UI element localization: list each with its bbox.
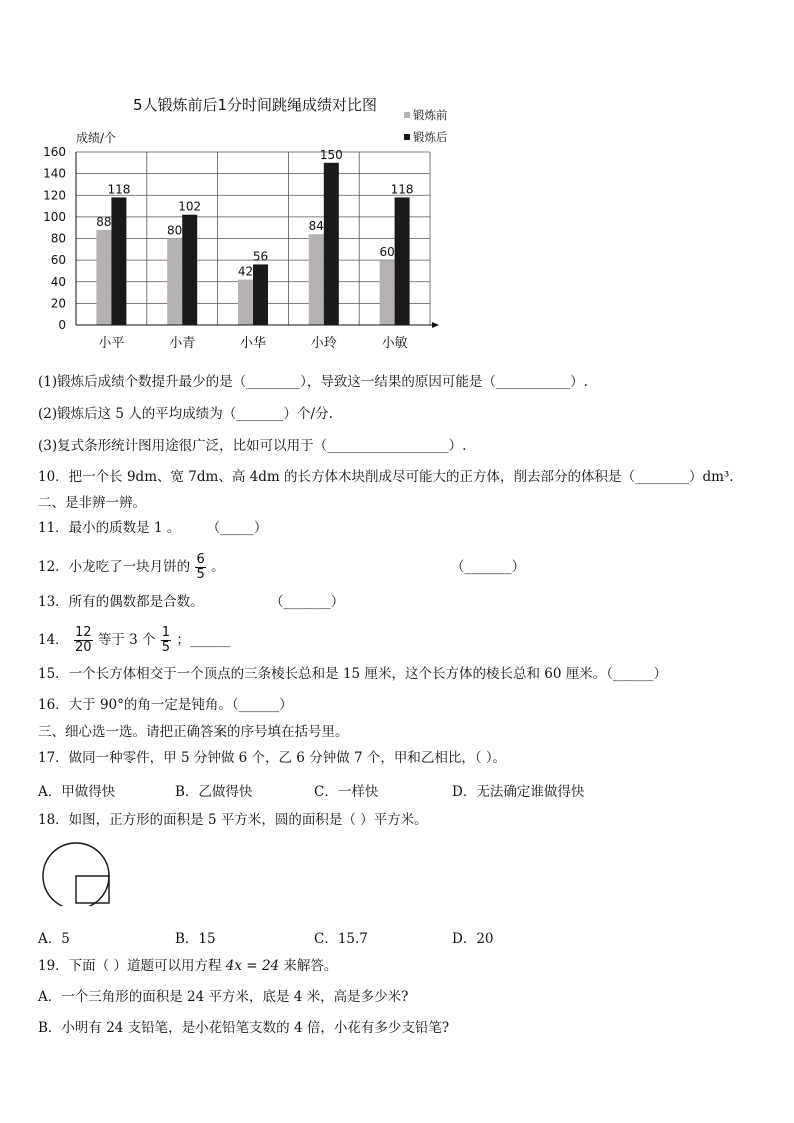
- bar-before: [167, 239, 182, 326]
- question-11: [38, 519, 267, 537]
- section-2-heading: 二、是非辨一辨。: [38, 495, 146, 511]
- bar-chart: [30, 88, 470, 358]
- y-tick-label: 0: [58, 318, 66, 332]
- y-tick-label: 40: [50, 274, 66, 289]
- question-10: 10．把一个长 9dm、宽 7dm、高 4dm 的长方体木块削成尽可能大的正方体，削去部分的体积是（________）dm³.: [38, 469, 734, 485]
- chart-legend: [404, 108, 448, 144]
- answer-blank: （_____）: [206, 520, 268, 536]
- y-tick-label: 20: [50, 296, 66, 311]
- question-15: 15．一个长方体相交于一个顶点的三条棱长总和是 15 厘米，这个长方体的棱长总和 60 厘米。（______）: [38, 666, 667, 682]
- bar-before: [380, 260, 395, 325]
- y-tick-labels: [43, 145, 66, 332]
- question-19-option-b[interactable]: B．小明有 24 支铅笔，是小花铅笔支数的 4 倍，小花有多少支铅笔?: [38, 1020, 450, 1036]
- bar-after: [395, 197, 410, 325]
- chart-title: 5人锻炼前后1分时间跳绳成绩对比图: [132, 96, 378, 114]
- data-label: 42: [237, 264, 254, 279]
- chart-bars: [96, 163, 409, 325]
- legend-swatch: [404, 112, 410, 118]
- question-17: 17．做同一种零件，甲 5 分钟做 6 个，乙 6 分钟做 7 个，甲和乙相比，（ ）。: [38, 750, 507, 766]
- question-14-number: 14．: [38, 632, 69, 648]
- x-tick-label: 小平: [98, 336, 125, 351]
- question-11-text: 11．最小的质数是 1 。: [38, 520, 181, 536]
- question-13-text: 13．所有的偶数都是合数。: [38, 594, 204, 610]
- option-d[interactable]: D．无法确定谁做得快: [452, 784, 585, 800]
- chart-data-labels: [96, 148, 413, 279]
- fraction-numerator: 12: [74, 625, 92, 640]
- square-shape: [76, 876, 109, 903]
- x-tick-label: 小青: [169, 336, 196, 351]
- data-label: 80: [167, 223, 183, 238]
- data-label: 118: [390, 182, 414, 197]
- fraction-12-20: [74, 626, 93, 655]
- question-14: [38, 626, 230, 655]
- bar-after: [324, 163, 339, 325]
- bar-before: [309, 234, 324, 325]
- question-9-1: (1)锻炼后成绩个数提升最少的是（________），导致这一结果的原因可能是（___________）.: [38, 374, 588, 390]
- y-tick-label: 60: [50, 253, 66, 268]
- x-tick-labels: [98, 335, 407, 351]
- data-label: 60: [379, 245, 395, 260]
- option-c[interactable]: C．一样快: [314, 784, 379, 800]
- x-tick-label: 小敏: [381, 336, 408, 351]
- legend-label: 锻炼后: [413, 130, 448, 144]
- y-tick-label: 160: [43, 145, 66, 159]
- option-a[interactable]: A．甲做得快: [38, 784, 116, 800]
- fraction-numerator: 6: [196, 552, 205, 567]
- bar-after: [182, 215, 197, 325]
- circle-square-figure: [40, 842, 112, 906]
- bar-before: [238, 280, 253, 325]
- data-label: 56: [252, 249, 269, 264]
- bar-before: [96, 230, 111, 325]
- y-tick-label: 120: [43, 188, 66, 203]
- option-d[interactable]: D．20: [452, 931, 494, 947]
- fraction-denominator: 5: [196, 567, 205, 582]
- section-3-heading: 三、细心选一选。请把正确答案的序号填在括号里。: [38, 724, 349, 740]
- question-16: 16．大于 90°的角一定是钝角。（______）: [38, 697, 293, 713]
- question-12: [38, 553, 525, 582]
- question-14-end: ；______: [176, 632, 231, 648]
- x-axis-arrow-icon: [432, 322, 439, 328]
- bar-after: [111, 197, 126, 325]
- bar-after: [253, 264, 268, 325]
- x-tick-label: 小玲: [310, 336, 337, 351]
- data-label: 102: [178, 199, 202, 214]
- fraction-denominator: 5: [161, 640, 171, 655]
- data-label: 88: [96, 214, 112, 229]
- fraction-1-5: [161, 626, 171, 655]
- question-19-text: 19．下面（ ）道题可以用方程: [38, 958, 222, 974]
- equation: 4x = 24: [225, 958, 280, 974]
- question-9-2: (2)锻炼后这 5 人的平均成绩为（_______）个/分.: [38, 406, 333, 422]
- answer-blank: （_______）: [450, 559, 526, 575]
- question-17-options: [38, 780, 584, 800]
- option-a[interactable]: A．5: [38, 931, 70, 947]
- question-9-3: (3)复式条形统计图用途很广泛，比如可以用于（__________________）.: [38, 438, 467, 454]
- question-19-option-a[interactable]: A．一个三角形的面积是 24 平方米，底是 4 米，高是多少米?: [38, 989, 409, 1005]
- y-tick-label: 100: [43, 209, 66, 224]
- question-14-text: 等于 3 个: [97, 632, 156, 648]
- data-label: 118: [107, 182, 131, 197]
- option-c[interactable]: C．15.7: [314, 931, 368, 947]
- question-13: [38, 593, 344, 611]
- y-tick-label: 140: [43, 166, 66, 181]
- x-tick-label: 小华: [239, 336, 267, 351]
- question-18: 18．如图，正方形的面积是 5 平方米，圆的面积是（ ）平方米。: [38, 812, 428, 828]
- fraction-denominator: 20: [74, 640, 92, 655]
- y-axis-label: 成绩/个: [76, 131, 117, 145]
- option-b[interactable]: B．乙做得快: [175, 784, 253, 800]
- data-label: 150: [319, 147, 343, 162]
- question-19: [38, 957, 337, 975]
- fraction-numerator: 1: [161, 625, 171, 640]
- data-label: 84: [308, 219, 324, 234]
- legend-label: 锻炼前: [413, 108, 448, 122]
- legend-swatch: [404, 134, 410, 140]
- option-b[interactable]: B．15: [175, 931, 216, 947]
- fraction-6-5: [195, 553, 205, 582]
- question-19-end: 来解答。: [283, 958, 338, 974]
- answer-blank: （_______）: [269, 594, 345, 610]
- question-12-text: 12．小龙吃了一块月饼的: [38, 559, 191, 575]
- question-18-options: [38, 927, 494, 947]
- question-12-end: 。: [211, 559, 225, 575]
- y-tick-label: 80: [50, 231, 66, 246]
